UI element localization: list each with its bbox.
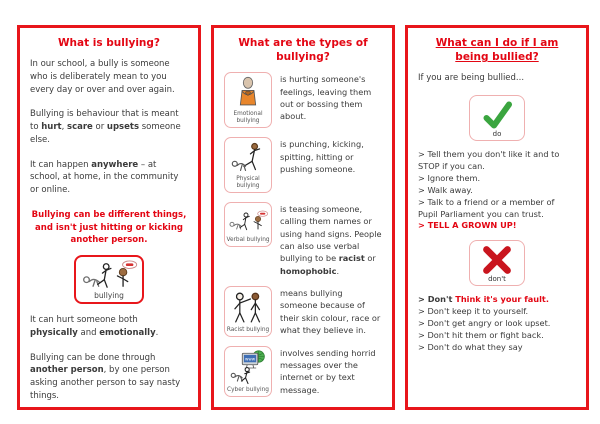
- do-advice-item: > Ignore them.: [418, 172, 481, 183]
- panel1-paragraph-5: Bullying can be done through another person, by one person asking another person to say nasty things.: [30, 352, 181, 401]
- verbal-bullying-text: is teasing someone, calling them names or using hand signs. People can also use verbal bullying to be racist or homophobic.: [280, 204, 382, 276]
- cyber-bullying-label: Cyber bullying: [227, 386, 269, 393]
- dont-symbol-label: don't: [488, 275, 506, 284]
- cyber-bullying-text: involves sending horrid messages over the internet or by text message.: [280, 347, 376, 395]
- emotional-bullying-icon: [226, 76, 270, 110]
- type-row-emotional: [224, 72, 382, 128]
- physical-bullying-symbol-box: [224, 137, 272, 193]
- type-row-cyber: [224, 346, 382, 397]
- panel2-title: What are the types of bullying?: [238, 37, 368, 64]
- verbal-bullying-icon: [226, 206, 270, 236]
- verbal-bullying-label: Verbal bullying: [226, 237, 270, 244]
- physical-bullying-text: is punching, kicking, spitting, hitting or pushing someone.: [280, 139, 364, 174]
- emotional-bullying-text: is hurting someone's feelings, leaving them out or bossing them about.: [280, 74, 372, 122]
- dont-advice-item: > Don't get angry or look upset.: [418, 318, 551, 329]
- panel1-paragraph-2: Bullying is behaviour that is meant to hurt, scare or upsets someone else.: [30, 109, 181, 145]
- panel1-warning-text: Bullying can be different things, and isn't just hitting or kicking another person.: [31, 209, 187, 246]
- check-icon: [472, 100, 522, 130]
- panel1-paragraph-1: In our school, a bully is someone who is deliberately mean to you every day or over and over again.: [30, 59, 175, 95]
- panel-what-is-bullying: [17, 25, 201, 410]
- racist-bullying-label: Racist bullying: [226, 326, 270, 333]
- racist-bullying-text: means bullying someone because of their skin colour, race or what they believe in.: [280, 287, 381, 335]
- do-advice-item: > Walk away.: [418, 184, 473, 195]
- do-advice-list: [418, 149, 576, 232]
- dont-advice-list: [418, 294, 576, 353]
- do-advice-item: > Talk to a friend or a member of Pupil Parliament you can trust.: [418, 196, 555, 219]
- do-symbol-box: [469, 95, 525, 141]
- cyber-screen-text: www: [245, 356, 256, 362]
- type-row-verbal: [224, 202, 382, 277]
- do-advice-item: > Tell them you don't like it and to STOP if you can.: [418, 149, 560, 171]
- type-row-racist: [224, 286, 382, 337]
- panel3-intro: If you are being bullied...: [418, 73, 525, 84]
- bullying-symbol-box: [74, 255, 144, 304]
- panel1-paragraph-4: It can hurt someone both physically and emotionally.: [30, 315, 159, 338]
- panel3-title: What can I do if I am being bullied?: [435, 37, 559, 64]
- dont-advice-item: > Don't Think it's your fault.: [418, 294, 549, 305]
- emotional-bullying-symbol-box: [224, 72, 272, 128]
- racist-bullying-icon: [226, 290, 270, 326]
- bullying-symbol-label: bullying: [94, 291, 124, 301]
- panel1-title: What is bullying?: [57, 37, 161, 49]
- cross-icon: [472, 245, 522, 275]
- racist-bullying-symbol-box: [224, 286, 272, 337]
- panel-types-of-bullying: [211, 25, 395, 410]
- cyber-bullying-symbol-box: [224, 346, 272, 397]
- panel1-paragraph-3: It can happen anywhere – at school, at home, in the community or online.: [30, 159, 179, 196]
- physical-bullying-label: Physical bullying: [236, 176, 260, 190]
- do-advice-item: > TELL A GROWN UP!: [418, 220, 517, 231]
- dont-advice-item: > Don't hit them or fight back.: [418, 330, 544, 340]
- dont-advice-item: > Don't keep it to yourself.: [418, 306, 529, 317]
- do-symbol-label: do: [492, 130, 502, 139]
- cyber-bullying-icon: [226, 350, 270, 386]
- bullying-scene-icon: [78, 260, 140, 290]
- emotional-bullying-label: Emotional bullying: [233, 111, 263, 125]
- verbal-bullying-symbol-box: [224, 202, 272, 247]
- dont-symbol-box: [469, 240, 525, 286]
- dont-advice-item: > Don't do what they say: [418, 341, 523, 352]
- panel-what-can-i-do: [405, 25, 589, 410]
- type-row-physical: [224, 137, 382, 193]
- physical-bullying-icon: [226, 141, 270, 175]
